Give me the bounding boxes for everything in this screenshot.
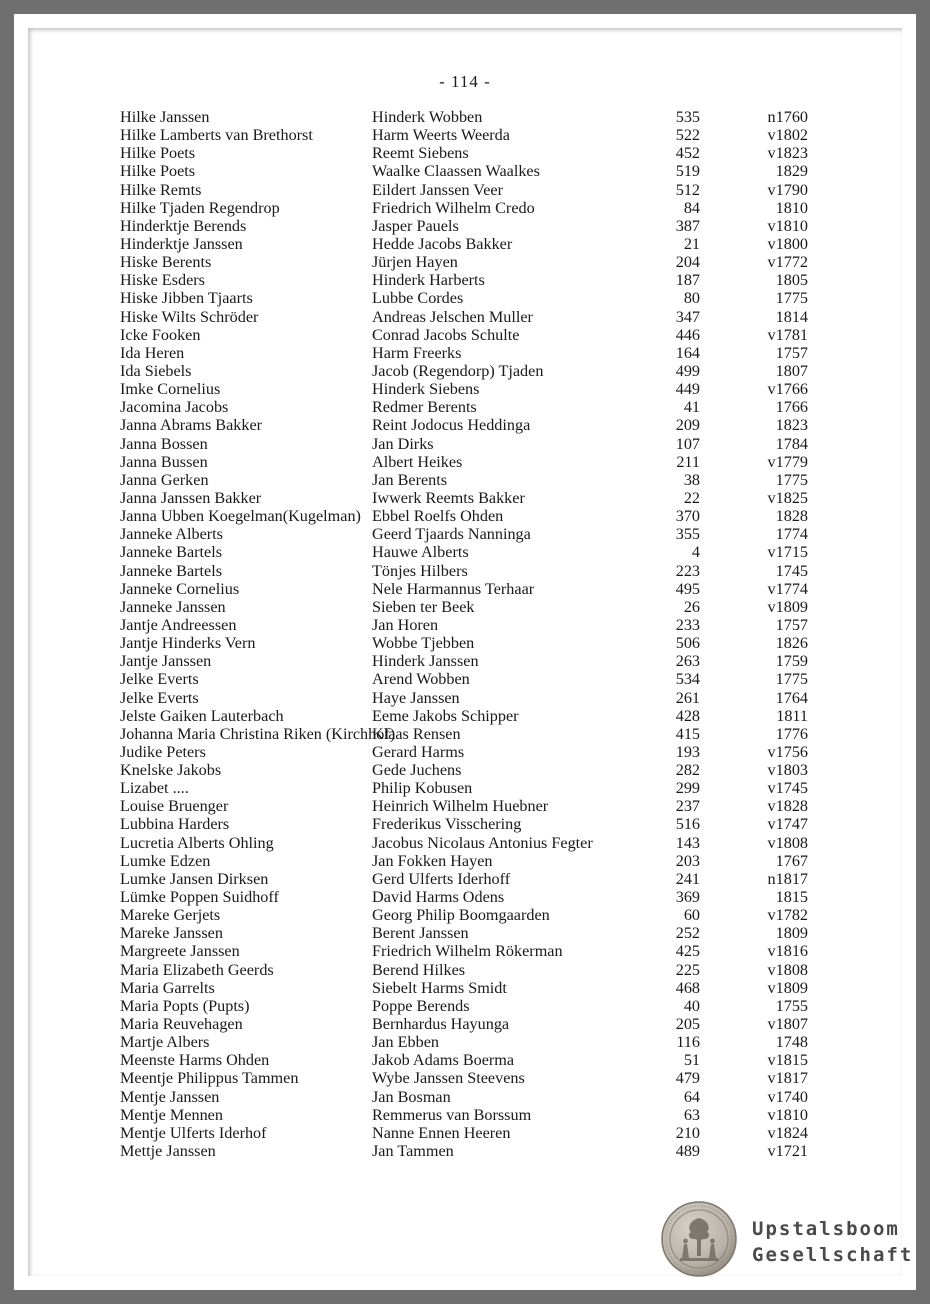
wife-name: Janna Bussen xyxy=(120,452,208,471)
husband-name: Frederikus Visschering xyxy=(372,815,522,834)
marriage-year: 1755 xyxy=(775,996,808,1015)
wife-name: Jantje Andreessen xyxy=(120,615,237,634)
wife-name: Mentje Mennen xyxy=(120,1105,223,1124)
husband-name: Gede Juchens xyxy=(372,761,462,780)
record-number: 64 xyxy=(683,1087,700,1106)
marriage-year: v1772 xyxy=(767,253,808,272)
record-number: 223 xyxy=(675,561,700,580)
wife-name: Hinderktje Berends xyxy=(120,216,247,235)
marriage-year: 1757 xyxy=(775,343,808,362)
record-number: 209 xyxy=(675,416,700,435)
marriage-year: v1808 xyxy=(767,833,808,852)
record-number: 425 xyxy=(675,942,700,961)
marriage-year: 1745 xyxy=(775,561,808,580)
marriage-year: v1782 xyxy=(767,906,808,925)
record-number: 4 xyxy=(691,543,700,562)
wife-name: Ida Heren xyxy=(120,343,185,362)
record-number: 468 xyxy=(675,978,700,997)
marriage-year: 1805 xyxy=(775,271,808,290)
marriage-year: v1790 xyxy=(767,180,808,199)
wife-name: Janna Ubben Koegelman(Kugelman) xyxy=(120,507,361,526)
marriage-year: v1745 xyxy=(767,779,808,798)
wife-name: Martje Albers xyxy=(120,1033,210,1052)
record-number: 299 xyxy=(675,779,700,798)
marriage-year: 1748 xyxy=(775,1033,808,1052)
record-number: 535 xyxy=(675,108,700,126)
marriage-year: 1815 xyxy=(775,888,808,907)
husband-name: Lubbe Cordes xyxy=(372,289,464,308)
register-row xyxy=(120,870,820,888)
husband-name: Nanne Ennen Heeren xyxy=(372,1123,511,1142)
husband-name: Eildert Janssen Veer xyxy=(372,180,503,199)
husband-name: Jakob Adams Boerma xyxy=(372,1051,515,1070)
husband-name: Friedrich Wilhelm Credo xyxy=(372,198,535,217)
register-row xyxy=(120,580,820,598)
wife-name: Jantje Hinderks Vern xyxy=(120,634,256,653)
marriage-year: 1823 xyxy=(775,416,808,435)
record-number: 84 xyxy=(683,198,700,217)
marriage-year: 1757 xyxy=(775,615,808,634)
record-number: 80 xyxy=(683,289,700,308)
husband-name: Poppe Berends xyxy=(372,996,470,1015)
marriage-year: 1809 xyxy=(775,924,808,943)
record-number: 107 xyxy=(675,434,700,453)
record-number: 233 xyxy=(675,615,700,634)
register-row xyxy=(120,144,820,162)
wife-name: Lumke Jansen Dirksen xyxy=(120,869,269,888)
record-number: 63 xyxy=(683,1105,700,1124)
record-number: 415 xyxy=(675,724,700,743)
record-number: 452 xyxy=(675,144,700,163)
record-number: 205 xyxy=(675,1015,700,1034)
marriage-year: v1747 xyxy=(767,815,808,834)
wife-name: Hilke Janssen xyxy=(120,108,210,126)
wife-name: Janna Bossen xyxy=(120,434,208,453)
marriage-year: v1715 xyxy=(767,543,808,562)
record-number: 143 xyxy=(675,833,700,852)
record-number: 449 xyxy=(675,380,700,399)
marriage-year: v1810 xyxy=(767,216,808,235)
marriage-year: n1760 xyxy=(767,108,808,126)
husband-name: Waalke Claassen Waalkes xyxy=(372,162,540,181)
register-row xyxy=(120,1069,820,1087)
husband-name: Hinderk Siebens xyxy=(372,380,480,399)
wife-name: Lümke Poppen Suidhoff xyxy=(120,888,279,907)
record-number: 51 xyxy=(683,1051,700,1070)
husband-name: Geerd Tjaards Nanninga xyxy=(372,525,531,544)
husband-name: Reemt Siebens xyxy=(372,144,469,163)
record-number: 499 xyxy=(675,361,700,380)
record-number: 26 xyxy=(683,597,700,616)
register-row xyxy=(120,217,820,235)
register-row xyxy=(120,562,820,580)
wife-name: Ida Siebels xyxy=(120,361,192,380)
wife-name: Meenste Harms Ohden xyxy=(120,1051,270,1070)
wife-name: Johanna Maria Christina Riken (Kirchhof) xyxy=(120,724,396,743)
register-row xyxy=(120,888,820,906)
husband-name: Jan Berents xyxy=(372,470,448,489)
record-number: 204 xyxy=(675,253,700,272)
register-row xyxy=(120,489,820,507)
register-row xyxy=(120,652,820,670)
register-row xyxy=(120,979,820,997)
marriage-year: 1775 xyxy=(775,470,808,489)
husband-name: Harm Freerks xyxy=(372,343,462,362)
marriage-year: v1828 xyxy=(767,797,808,816)
husband-name: Tönjes Hilbers xyxy=(372,561,468,580)
marriage-year: 1774 xyxy=(775,525,808,544)
record-number: 522 xyxy=(675,126,700,145)
wife-name: Meentje Philippus Tammen xyxy=(120,1069,299,1088)
husband-name: Hinderk Janssen xyxy=(372,652,479,671)
record-number: 516 xyxy=(675,815,700,834)
wife-name: Janna Janssen Bakker xyxy=(120,488,262,507)
husband-name: Sieben ter Beek xyxy=(372,597,475,616)
husband-name: Eeme Jakobs Schipper xyxy=(372,706,519,725)
husband-name: Jan Horen xyxy=(372,615,439,634)
record-number: 506 xyxy=(675,634,700,653)
husband-name: Jasper Pauels xyxy=(372,216,459,235)
wife-name: Hilke Remts xyxy=(120,180,202,199)
wife-name: Janneke Alberts xyxy=(120,525,223,544)
husband-name: Klaas Rensen xyxy=(372,724,461,743)
wife-name: Janneke Cornelius xyxy=(120,579,240,598)
wife-name: Hinderktje Janssen xyxy=(120,234,243,253)
record-number: 479 xyxy=(675,1069,700,1088)
marriage-year: 1764 xyxy=(775,688,808,707)
register-row xyxy=(120,108,820,126)
wife-name: Jelke Everts xyxy=(120,670,199,689)
wife-name: Imke Cornelius xyxy=(120,380,221,399)
husband-name: Jacobus Nicolaus Antonius Fegter xyxy=(372,833,593,852)
record-number: 225 xyxy=(675,960,700,979)
register-row xyxy=(120,344,820,362)
husband-name: David Harms Odens xyxy=(372,888,505,907)
register-row xyxy=(120,380,820,398)
record-number: 446 xyxy=(675,325,700,344)
wife-name: Hilke Tjaden Regendrop xyxy=(120,198,280,217)
husband-name: Jürjen Hayen xyxy=(372,253,458,272)
record-number: 263 xyxy=(675,652,700,671)
register-row xyxy=(120,1142,820,1160)
husband-name: Georg Philip Boomgaarden xyxy=(372,906,550,925)
husband-name: Remmerus van Borssum xyxy=(372,1105,532,1124)
record-number: 282 xyxy=(675,761,700,780)
wife-name: Janneke Bartels xyxy=(120,561,223,580)
husband-name: Iwwerk Reemts Bakker xyxy=(372,488,525,507)
wife-name: Maria Elizabeth Geerds xyxy=(120,960,274,979)
record-number: 60 xyxy=(683,906,700,925)
marriage-year: v1810 xyxy=(767,1105,808,1124)
register-row xyxy=(120,815,820,833)
husband-name: Hedde Jacobs Bakker xyxy=(372,234,513,253)
husband-name: Siebelt Harms Smidt xyxy=(372,978,507,997)
record-number: 40 xyxy=(683,996,700,1015)
register-row xyxy=(120,942,820,960)
register-row xyxy=(120,797,820,815)
wife-name: Lumke Edzen xyxy=(120,851,211,870)
register-row xyxy=(120,471,820,489)
register-row xyxy=(120,906,820,924)
wife-name: Jantje Janssen xyxy=(120,652,212,671)
register-row xyxy=(120,126,820,144)
marriage-year: v1817 xyxy=(767,1069,808,1088)
husband-name: Wobbe Tjebben xyxy=(372,634,475,653)
wife-name: Hiske Jibben Tjaarts xyxy=(120,289,253,308)
wife-name: Knelske Jakobs xyxy=(120,761,222,780)
wife-name: Hilke Lamberts van Brethorst xyxy=(120,126,313,145)
society-name-line2: Gesellschaft xyxy=(752,1244,914,1266)
marriage-year: v1809 xyxy=(767,597,808,616)
register-row xyxy=(120,670,820,688)
marriage-year: 1814 xyxy=(775,307,808,326)
record-number: 489 xyxy=(675,1142,700,1161)
register-row xyxy=(120,308,820,326)
marriage-year: 1775 xyxy=(775,670,808,689)
record-number: 193 xyxy=(675,742,700,761)
wife-name: Mettje Janssen xyxy=(120,1142,216,1161)
marriage-year: 1759 xyxy=(775,652,808,671)
wife-name: Mareke Janssen xyxy=(120,924,223,943)
society-name xyxy=(752,1216,913,1268)
husband-name: Arend Wobben xyxy=(372,670,470,689)
wife-name: Maria Popts (Pupts) xyxy=(120,996,250,1015)
marriage-year: v1816 xyxy=(767,942,808,961)
marriage-year: v1756 xyxy=(767,742,808,761)
husband-name: Berent Janssen xyxy=(372,924,469,943)
marriage-year: 1811 xyxy=(776,706,808,725)
register-row xyxy=(120,326,820,344)
husband-name: Ebbel Roelfs Ohden xyxy=(372,507,504,526)
register-row xyxy=(120,761,820,779)
register-row xyxy=(120,1124,820,1142)
marriage-year: n1817 xyxy=(767,869,808,888)
marriage-year: 1766 xyxy=(775,398,808,417)
register-row xyxy=(120,616,820,634)
record-number: 347 xyxy=(675,307,700,326)
record-number: 21 xyxy=(683,234,700,253)
marriage-year: 1807 xyxy=(775,361,808,380)
society-name-line1: Upstalsboom xyxy=(752,1218,900,1240)
register-row xyxy=(120,725,820,743)
husband-name: Jan Tammen xyxy=(372,1142,454,1161)
register-row xyxy=(120,199,820,217)
wife-name: Lubbina Harders xyxy=(120,815,230,834)
wife-name: Jelke Everts xyxy=(120,688,199,707)
record-number: 387 xyxy=(675,216,700,235)
husband-name: Nele Harmannus Terhaar xyxy=(372,579,535,598)
husband-name: Philip Kobusen xyxy=(372,779,473,798)
register-row xyxy=(120,362,820,380)
record-number: 252 xyxy=(675,924,700,943)
register-row xyxy=(120,707,820,725)
register-row xyxy=(120,181,820,199)
marriage-year: v1803 xyxy=(767,761,808,780)
husband-name: Harm Weerts Weerda xyxy=(372,126,510,145)
marriage-year: v1815 xyxy=(767,1051,808,1070)
society-logo xyxy=(660,1200,914,1280)
record-number: 369 xyxy=(675,888,700,907)
marriage-year: v1800 xyxy=(767,234,808,253)
husband-name: Redmer Berents xyxy=(372,398,477,417)
record-number: 41 xyxy=(683,398,700,417)
register-row xyxy=(120,743,820,761)
wife-name: Maria Reuvehagen xyxy=(120,1015,243,1034)
marriage-year: v1721 xyxy=(767,1142,808,1161)
marriage-year: 1826 xyxy=(775,634,808,653)
record-number: 22 xyxy=(683,488,700,507)
husband-name: Friedrich Wilhelm Rökerman xyxy=(372,942,563,961)
wife-name: Mareke Gerjets xyxy=(120,906,221,925)
marriage-year: v1766 xyxy=(767,380,808,399)
record-number: 116 xyxy=(676,1033,700,1052)
record-number: 38 xyxy=(683,470,700,489)
husband-name: Jacob (Regendorp) Tjaden xyxy=(372,361,544,380)
record-number: 534 xyxy=(675,670,700,689)
record-number: 237 xyxy=(675,797,700,816)
wife-name: Lucretia Alberts Ohling xyxy=(120,833,274,852)
husband-name: Jan Ebben xyxy=(372,1033,439,1052)
wife-name: Hiske Esders xyxy=(120,271,205,290)
record-number: 261 xyxy=(675,688,700,707)
wife-name: Janna Gerken xyxy=(120,470,209,489)
register-row xyxy=(120,997,820,1015)
wife-name: Hiske Wilts Schröder xyxy=(120,307,259,326)
register-row xyxy=(120,525,820,543)
wife-name: Hilke Poets xyxy=(120,162,196,181)
wife-name: Jelste Gaiken Lauterbach xyxy=(120,706,284,725)
record-number: 164 xyxy=(675,343,700,362)
husband-name: Gerard Harms xyxy=(372,742,465,761)
society-seal-icon xyxy=(660,1200,738,1278)
register-row xyxy=(120,961,820,979)
register-row xyxy=(120,634,820,652)
husband-name: Hinderk Harberts xyxy=(372,271,485,290)
husband-name: Jan Dirks xyxy=(372,434,434,453)
marriage-year: v1824 xyxy=(767,1123,808,1142)
wife-name: Hiske Berents xyxy=(120,253,212,272)
record-number: 211 xyxy=(676,452,700,471)
marriage-year: v1825 xyxy=(767,488,808,507)
marriage-year: v1779 xyxy=(767,452,808,471)
register-row xyxy=(120,1051,820,1069)
marriage-year: v1823 xyxy=(767,144,808,163)
husband-name: Reint Jodocus Heddinga xyxy=(372,416,531,435)
marriage-year: v1740 xyxy=(767,1087,808,1106)
register-row xyxy=(120,689,820,707)
register-row xyxy=(120,271,820,289)
husband-name: Wybe Janssen Steevens xyxy=(372,1069,525,1088)
register-row xyxy=(120,435,820,453)
husband-name: Albert Heikes xyxy=(372,452,463,471)
wife-name: Janna Abrams Bakker xyxy=(120,416,263,435)
register-row xyxy=(120,1088,820,1106)
husband-name: Hinderk Wobben xyxy=(372,108,483,126)
register-row xyxy=(120,598,820,616)
wife-name: Icke Fooken xyxy=(120,325,201,344)
record-number: 203 xyxy=(675,851,700,870)
husband-name: Haye Janssen xyxy=(372,688,460,707)
register-row xyxy=(120,289,820,307)
marriage-year: v1802 xyxy=(767,126,808,145)
wife-name: Janneke Bartels xyxy=(120,543,223,562)
marriage-year: 1775 xyxy=(775,289,808,308)
register-row xyxy=(120,162,820,180)
register-row xyxy=(120,1015,820,1033)
husband-name: Bernhardus Hayunga xyxy=(372,1015,510,1034)
register-row xyxy=(120,235,820,253)
marriage-year: 1810 xyxy=(775,198,808,217)
register-row xyxy=(120,1106,820,1124)
record-number: 370 xyxy=(675,507,700,526)
wife-name: Judike Peters xyxy=(120,742,206,761)
husband-name: Hauwe Alberts xyxy=(372,543,469,562)
register-row xyxy=(120,253,820,271)
register-row xyxy=(120,779,820,797)
record-number: 495 xyxy=(675,579,700,598)
wife-name: Hilke Poets xyxy=(120,144,196,163)
husband-name: Conrad Jacobs Schulte xyxy=(372,325,520,344)
register-row xyxy=(120,507,820,525)
record-number: 187 xyxy=(675,271,700,290)
record-number: 428 xyxy=(675,706,700,725)
wife-name: Janneke Janssen xyxy=(120,597,226,616)
record-number: 519 xyxy=(675,162,700,181)
husband-name: Heinrich Wilhelm Huebner xyxy=(372,797,549,816)
record-number: 512 xyxy=(675,180,700,199)
marriage-year: v1808 xyxy=(767,960,808,979)
register-row xyxy=(120,453,820,471)
marriage-year: v1807 xyxy=(767,1015,808,1034)
marriage-year: 1829 xyxy=(775,162,808,181)
husband-name: Jan Fokken Hayen xyxy=(372,851,493,870)
wife-name: Maria Garrelts xyxy=(120,978,215,997)
marriage-year: 1828 xyxy=(775,507,808,526)
register-row xyxy=(120,924,820,942)
register-row xyxy=(120,834,820,852)
marriage-year: 1776 xyxy=(775,724,808,743)
wife-name: Louise Bruenger xyxy=(120,797,229,816)
wife-name: Jacomina Jacobs xyxy=(120,398,229,417)
wife-name: Margreete Janssen xyxy=(120,942,240,961)
wife-name: Mentje Ulferts Iderhof xyxy=(120,1123,267,1142)
register-row xyxy=(120,416,820,434)
register-row xyxy=(120,1033,820,1051)
record-number: 210 xyxy=(675,1123,700,1142)
marriage-register-table xyxy=(120,108,820,1160)
husband-name: Andreas Jelschen Muller xyxy=(372,307,533,326)
register-row xyxy=(120,543,820,561)
marriage-year: 1767 xyxy=(775,851,808,870)
register-row xyxy=(120,398,820,416)
husband-name: Gerd Ulferts Iderhoff xyxy=(372,869,511,888)
marriage-year: v1809 xyxy=(767,978,808,997)
marriage-year: v1774 xyxy=(767,579,808,598)
marriage-year: 1784 xyxy=(775,434,808,453)
record-number: 355 xyxy=(675,525,700,544)
record-number: 241 xyxy=(675,869,700,888)
marriage-year: v1781 xyxy=(767,325,808,344)
page-number: - 114 - xyxy=(439,72,491,91)
husband-name: Jan Bosman xyxy=(372,1087,451,1106)
wife-name: Mentje Janssen xyxy=(120,1087,220,1106)
wife-name: Lizabet .... xyxy=(120,779,189,798)
husband-name: Berend Hilkes xyxy=(372,960,466,979)
register-row xyxy=(120,852,820,870)
